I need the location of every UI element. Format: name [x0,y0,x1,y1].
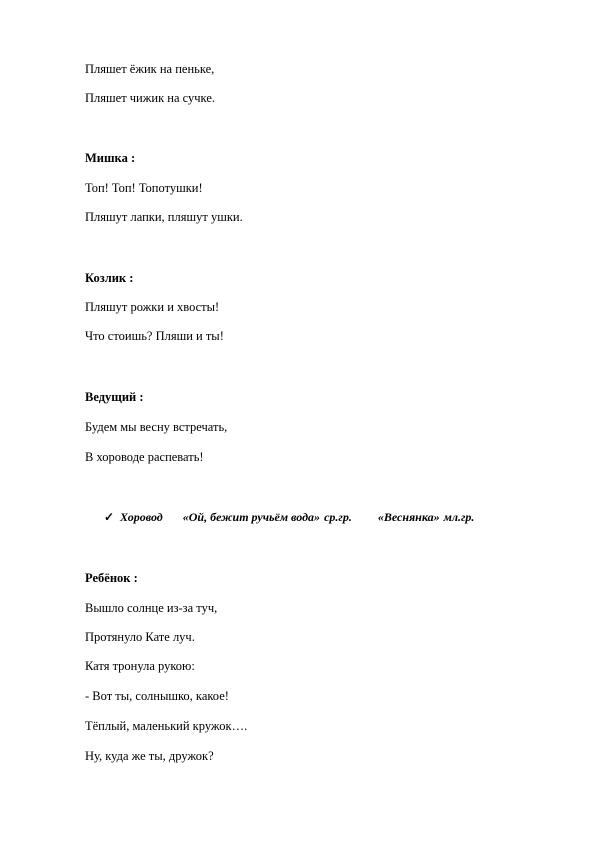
speaker-kozlik: Козлик : [85,271,134,285]
verse-line: Пляшут рожки и хвосты! [85,300,220,314]
dance-song-1: «Ой, бежит ручьём вода» [182,510,321,524]
checkmark-icon: ✓ [104,510,115,524]
verse-line: Пляшет чижик на сучке. [85,91,215,105]
speaker-vedushchiy: Ведущий : [85,390,144,404]
speaker-mishka: Мишка : [85,151,136,165]
dance-song-2: «Веснянка» [377,510,440,524]
verse-line: Тёплый, маленький кружок…. [85,719,248,733]
verse-line: Топ! Топ! Топотушки! [85,181,203,195]
dance-group-1: ср.гр. [324,510,352,524]
verse-line: Катя тронула рукою: [85,659,195,673]
dance-label: Хоровод [120,510,163,524]
verse-line: Вышло солнце из-за туч, [85,601,218,615]
verse-line: Будем мы весну встречать, [85,420,228,434]
verse-line: Пляшут лапки, пляшут ушки. [85,210,243,224]
verse-line: Ну, куда же ты, дружок? [85,749,214,763]
verse-line: Что стоишь? Пляши и ты! [85,329,224,343]
verse-line: - Вот ты, солнышко, какое! [85,689,229,703]
verse-line: Пляшет ёжик на пеньке, [85,62,215,76]
speaker-rebenok: Ребёнок : [85,571,138,585]
dance-group-2: мл.гр. [443,510,475,524]
dance-instruction [104,509,474,525]
verse-line: В хороводе распевать! [85,450,204,464]
verse-line: Протянуло Кате луч. [85,630,195,644]
